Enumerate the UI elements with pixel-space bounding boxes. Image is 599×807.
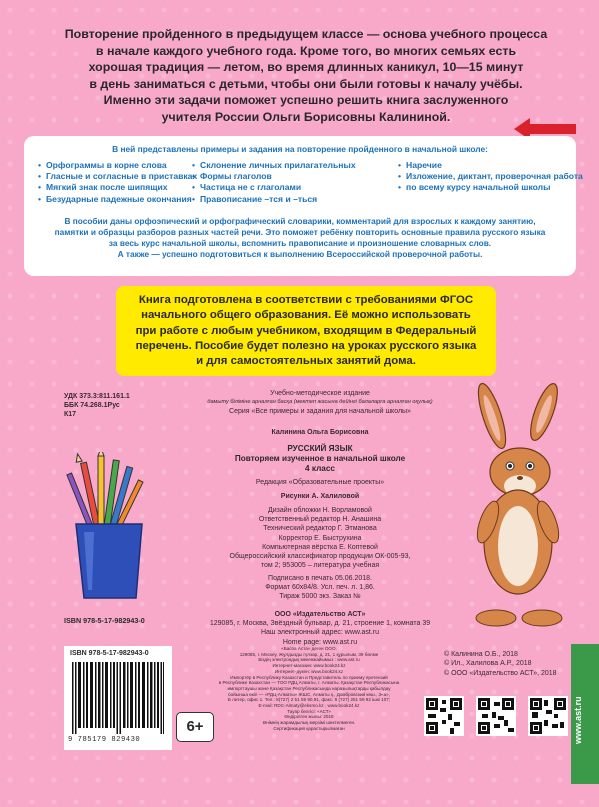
publisher-line: 129085, г. Москва, Звёздный бульвар, д. 21, строение 1, комната 39 xyxy=(209,620,431,628)
isbn-text: ISBN 978-5-17-982943-0 xyxy=(64,616,145,625)
site-strip xyxy=(571,644,599,784)
legal-line: Тауар белгісі: «АСТ» xyxy=(287,708,331,714)
intro-line: Повторение пройденного в предыдущем классе — основа учебного процесса xyxy=(64,27,548,41)
contents-item: • Гласные и согласные в приставках xyxy=(38,171,197,182)
edition-line: Учебно-методическое издание xyxy=(270,390,370,397)
fgos-line: Книга подготовлена в соответствии с требованиями ФГОС xyxy=(138,294,474,306)
credit-line: Технический редактор Г. Этманова xyxy=(263,525,377,533)
contents-heading: В ней представлены примеры и задания на повторение пройденного в начальной школе: xyxy=(112,144,488,154)
contents-item: • Склонение личных прилагательных xyxy=(192,160,356,171)
classifier-line: Общероссийский классификатор продукции ОК-005-93, xyxy=(229,553,411,561)
qr-code-icon xyxy=(476,696,516,736)
edition-info xyxy=(160,389,480,417)
title-line: 4 класс xyxy=(305,464,335,473)
legal-line: Интернет-магазин: www.book24.kz xyxy=(272,663,346,669)
author-name: Калинина Ольга Борисовна xyxy=(271,429,369,436)
contents-column-2 xyxy=(192,160,356,205)
edition-line: Серия «Все примеры и задания для начальной школы» xyxy=(229,408,411,416)
qr-code-icon xyxy=(528,696,568,736)
legal-line: в Республике Казахстан — ТОО РДЦ Алматы, г. Алматы. Қазақстан Республикасына xyxy=(218,680,400,686)
contents-item: • Изложение, диктант, проверочная работа xyxy=(398,171,583,182)
age-rating-badge: 6+ xyxy=(176,712,214,742)
book-title xyxy=(160,444,480,474)
description-line: памятки и образцы разборов разных частей речи. Это поможет ребёнку повторить основные правила русского языка xyxy=(54,227,546,237)
legal-line: E-mail: RDC-Almaty@eksmo.kz , www.book24.kz xyxy=(258,703,360,709)
fgos-line: при работе с любым учебником, входящим в Федеральный xyxy=(135,324,477,337)
print-data xyxy=(160,574,480,602)
contents-column-3 xyxy=(398,160,583,194)
contents-item: • Правописание –тся и –ться xyxy=(192,194,356,205)
fgos-panel xyxy=(116,286,496,376)
barcode xyxy=(64,646,172,750)
publisher-line: Home page: www.ast.ru xyxy=(282,638,358,646)
description-line: В пособии даны орфоэпический и орфографический словарики, комментарий для взрослых к каждому занятию, xyxy=(64,216,536,226)
site-url: www.ast.ru xyxy=(573,696,583,744)
intro-line: Именно эти задачи поможет успешно решить книга заслуженного xyxy=(103,93,509,108)
fgos-line: и для самостоятельных занятий дома. xyxy=(196,355,416,368)
contents-item-continued: • по всему курсу начальной школы xyxy=(398,182,583,193)
legal-line: импорттаушы және Қазақстан Республикасында наразылықтарды қабылдау xyxy=(227,685,391,691)
copyright-line: © ООО «Издательство АСТ», 2018 xyxy=(444,669,557,677)
publisher-line: Наш электронный адрес: www.ast.ru xyxy=(260,629,380,637)
fgos-line: перечень. Пособие будет полезно на уроках русского языка xyxy=(135,339,477,352)
credits xyxy=(160,506,480,570)
contents-column-1 xyxy=(38,160,197,205)
legal-line: бойынша өкіл — «РДЦ-Алматы» ЖШС, Алматы қ., Домбровский көш., 3«а», xyxy=(228,691,390,697)
intro-line: в начале каждого учебного года. Кроме того, во многих семьях есть xyxy=(95,43,517,58)
intro-line: учителя России Ольги Борисовны Калининой. xyxy=(161,109,451,124)
title-line: Повторяем изученное в начальной школе xyxy=(234,454,406,463)
copyright-line: © Ил., Халилова А.Р., 2018 xyxy=(444,660,532,668)
print-line: Подписано в печать 05.06.2018. xyxy=(268,575,372,582)
legal-line: 129085, г. Мәскеу, Жұлдызды гүлзар, д. 21, 1 құрылым, 39 бөлме xyxy=(239,651,379,657)
barcode-icon xyxy=(72,662,164,734)
credit-line: Корректор Е. Быструхина xyxy=(278,534,362,542)
contents-item: • Орфограммы в корне слова xyxy=(38,160,197,171)
pencil-cup-illustration xyxy=(64,452,156,602)
udk-line: ББК 74.268.1Рус xyxy=(64,402,120,410)
publisher-name: ООО «Издательство АСТ» xyxy=(274,611,366,618)
udk-line: К17 xyxy=(64,411,77,419)
udk-block xyxy=(64,392,130,420)
legal-line: Импортёр в Республику Казахстан и Представитель по приему претензий xyxy=(230,674,388,680)
qr-code-icon xyxy=(424,696,464,736)
intro-line: в день заниматься с детьми, чтобы они были готовы к началу учёбы. xyxy=(89,76,523,91)
legal-line: «Баспа Аста» деген ООО. xyxy=(281,646,337,651)
description-line: А также — успешно подготовиться к выполнению Всероссийской проверочной работы. xyxy=(117,249,483,259)
hare-illustration xyxy=(448,382,578,638)
contents-panel xyxy=(24,136,583,276)
udk-line: УДК 373.3:811.161.1 xyxy=(64,393,130,400)
barcode-digits: 9 785179 829430 xyxy=(68,736,141,744)
edition-line: дамыту бiлiмiне арналған басқа (мектеп жасына дейiнгi балаларға арналған оқулық) xyxy=(207,399,433,406)
description-line: за весь курс начальной школы, вспомнить правописание и произношение словарных слов. xyxy=(108,238,492,248)
print-line: Тираж 5000 экз. Заказ № xyxy=(279,593,361,601)
contents-item: • Частица не с глаголами xyxy=(192,182,356,193)
credit-line: Ответственный редактор Н. Анашина xyxy=(258,516,382,524)
legal-line: Өнімнің жарамдылық мерзімі шектелмеген. xyxy=(262,720,356,726)
barcode-isbn: ISBN 978-5-17-982943-0 xyxy=(70,650,149,657)
legal-text xyxy=(176,646,442,732)
title-line: РУССКИЙ ЯЗЫК xyxy=(287,444,353,453)
contents-item: • Наречие xyxy=(398,160,583,171)
copyright-line: © Калинина О.Б., 2018 xyxy=(444,651,518,658)
contents-item: • Формы глаголов xyxy=(192,171,356,182)
legal-line: Интернет-дүкен: www.book24.kz xyxy=(274,668,344,674)
legal-line: Өндірілген жылы: 2018 xyxy=(284,714,334,720)
contents-item: • Безударные падежные окончания xyxy=(38,194,197,205)
illustrator: Рисунки А. Халиловой xyxy=(280,493,360,500)
credit-line: Компьютерная вёрстка Е. Коптевой xyxy=(262,543,378,551)
edition-editorial: Редакция «Образовательные проекты» xyxy=(255,479,385,486)
credit-line: Дизайн обложки Н. Ворламовой xyxy=(268,507,372,514)
fgos-text xyxy=(116,293,496,369)
intro-line: хорошая традиция — летом, во время длинных каникул, 10—15 минут xyxy=(88,60,524,75)
legal-line: Біздің электрондық мекенжайымыз : www.ast.ru xyxy=(258,657,360,663)
fgos-line: начального общего образования. Её можно использовать xyxy=(141,309,471,322)
classifier-line: том 2; 953005 – литература учебная xyxy=(260,562,380,570)
contents-item: • Мягкий знак после шипящих xyxy=(38,182,197,193)
publisher-info xyxy=(160,610,480,647)
copyright-block xyxy=(444,650,557,678)
legal-line: Сертификация қарастырылмаған xyxy=(273,725,345,731)
legal-line: Б литер, офис 1. Тел.: 8(727) 2 51 59 90,91, факс: 8 (727) 251 59 92 ішкі 107; xyxy=(227,697,391,703)
intro-text xyxy=(56,26,556,126)
contents-description xyxy=(52,216,548,260)
print-line: Формат 60x84/8. Усл. печ. л. 1,86. xyxy=(265,584,375,592)
